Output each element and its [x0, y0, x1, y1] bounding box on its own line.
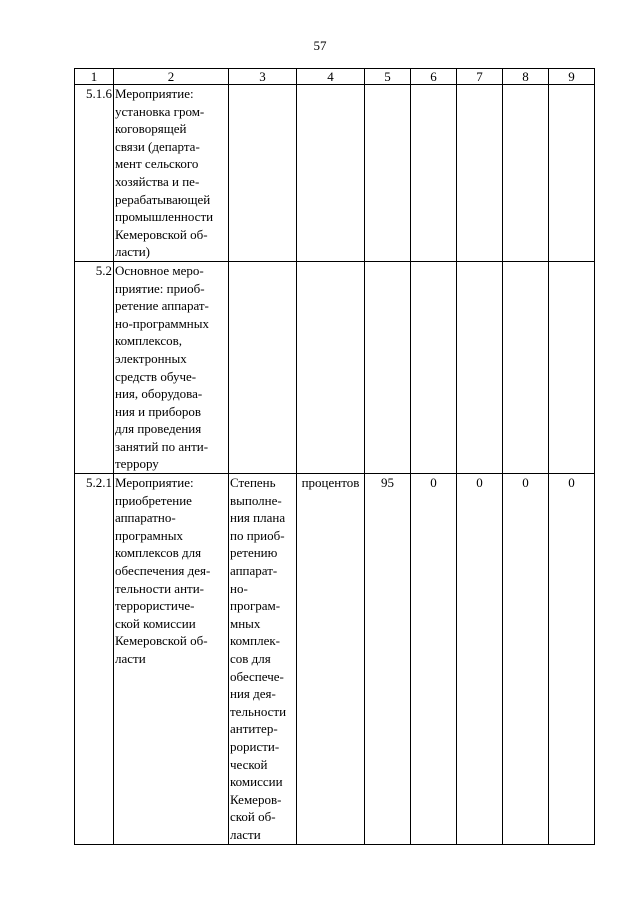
cell-text-line: Кемеровской об- [115, 226, 208, 242]
unit-cell [297, 261, 365, 473]
value-cell: 0 [411, 474, 457, 844]
cell-text-line: програмных [115, 527, 183, 543]
cell-text-line: выполне- [230, 492, 282, 508]
value-cell [457, 261, 503, 473]
data-table [74, 68, 595, 845]
cell-text-line: Кемеров- [230, 791, 282, 807]
cell-text-line: аппаратно- [115, 510, 176, 526]
table-row [75, 474, 595, 844]
cell-text-line: програм- [230, 598, 281, 614]
measure-name-cell [114, 474, 229, 844]
value-cell: 0 [457, 474, 503, 844]
cell-text-line: установка гром- [115, 103, 205, 119]
cell-text-line: связи (департа- [115, 138, 200, 154]
cell-text-line: по приоб- [230, 527, 285, 543]
table-header-row [75, 69, 595, 85]
cell-text-line: промышленности [115, 209, 214, 225]
cell-text-line: ретение аппарат- [115, 298, 209, 314]
cell-text-line: ретению [230, 545, 278, 561]
indicator-cell [229, 261, 297, 473]
header-cell: 1 [75, 69, 114, 85]
unit-cell: процентов [297, 474, 365, 844]
measure-name-cell [114, 85, 229, 262]
cell-text-line: для проведения [115, 421, 202, 437]
header-cell: 9 [549, 69, 595, 85]
header-cell: 2 [114, 69, 229, 85]
value-cell [503, 261, 549, 473]
page-number: 57 [313, 38, 327, 53]
cell-text-line: антитер- [230, 721, 278, 737]
cell-text-line: террору [115, 456, 159, 472]
value-cell: 95 [365, 474, 411, 844]
cell-text-line: мных [230, 615, 261, 631]
header-cell: 3 [229, 69, 297, 85]
cell-text-line: ния и приборов [115, 403, 202, 419]
cell-text-line: приятие: приоб- [115, 280, 205, 296]
value-cell: 0 [503, 474, 549, 844]
row-number-cell: 5.2 [75, 261, 114, 473]
cell-text-line: электронных [115, 350, 187, 366]
cell-text-line: но-программных [115, 315, 209, 331]
cell-text-line: но- [230, 580, 248, 596]
value-cell [365, 261, 411, 473]
cell-text-line: коговорящей [115, 121, 187, 137]
cell-text-line: обеспечения дея- [115, 563, 211, 579]
cell-text-line: ской комиссии [115, 615, 196, 631]
cell-text-line: комплек- [230, 633, 280, 649]
cell-text-line: комплексов для [115, 545, 202, 561]
cell-text-line: рористи- [230, 738, 280, 754]
value-cell [411, 261, 457, 473]
table-row [75, 85, 595, 262]
unit-cell [297, 85, 365, 262]
cell-text-line: ния, оборудова- [115, 386, 203, 402]
cell-text-line: мент сельского [115, 156, 199, 172]
cell-text-line: тельности анти- [115, 580, 205, 596]
cell-text-line: ния дея- [230, 686, 276, 702]
value-cell [503, 85, 549, 262]
cell-text-line: Основное меро- [115, 262, 204, 278]
header-cell: 5 [365, 69, 411, 85]
indicator-cell [229, 474, 297, 844]
measure-name-cell [114, 261, 229, 473]
cell-text-line: Мероприятие: [115, 475, 194, 491]
cell-text-line: аппарат- [230, 563, 278, 579]
indicator-cell [229, 85, 297, 262]
row-number-cell: 5.1.6 [75, 85, 114, 262]
value-cell [549, 85, 595, 262]
cell-text-line: ческой [230, 756, 268, 772]
cell-text-line: занятий по анти- [115, 438, 209, 454]
row-number-cell: 5.2.1 [75, 474, 114, 844]
cell-text-line: комиссии [230, 774, 283, 790]
cell-text-line: обеспече- [230, 668, 284, 684]
header-cell: 7 [457, 69, 503, 85]
cell-text-line: средств обуче- [115, 368, 197, 384]
cell-text-line: Мероприятие: [115, 86, 194, 101]
cell-text-line: ласти [115, 651, 146, 666]
cell-text-line: рерабатывающей [115, 191, 211, 207]
cell-text-line: хозяйства и пе- [115, 173, 200, 189]
table-row [75, 261, 595, 473]
header-cell: 4 [297, 69, 365, 85]
header-cell: 6 [411, 69, 457, 85]
cell-text-line: Степень [230, 475, 276, 491]
value-cell [549, 261, 595, 473]
cell-text-line: приобретение [115, 492, 192, 508]
cell-text-line: террористиче- [115, 598, 195, 614]
value-cell [365, 85, 411, 262]
cell-text-line: ской об- [230, 809, 276, 825]
value-cell: 0 [549, 474, 595, 844]
cell-text-line: Кемеровской об- [115, 633, 208, 649]
value-cell [457, 85, 503, 262]
cell-text-line: комплексов, [115, 333, 182, 349]
cell-text-line: ласти) [115, 244, 150, 260]
cell-text-line: ласти [230, 826, 261, 842]
header-cell: 8 [503, 69, 549, 85]
cell-text-line: сов для [230, 651, 271, 666]
cell-text-line: тельности [230, 703, 287, 719]
cell-text-line: ния плана [230, 510, 286, 526]
value-cell [411, 85, 457, 262]
